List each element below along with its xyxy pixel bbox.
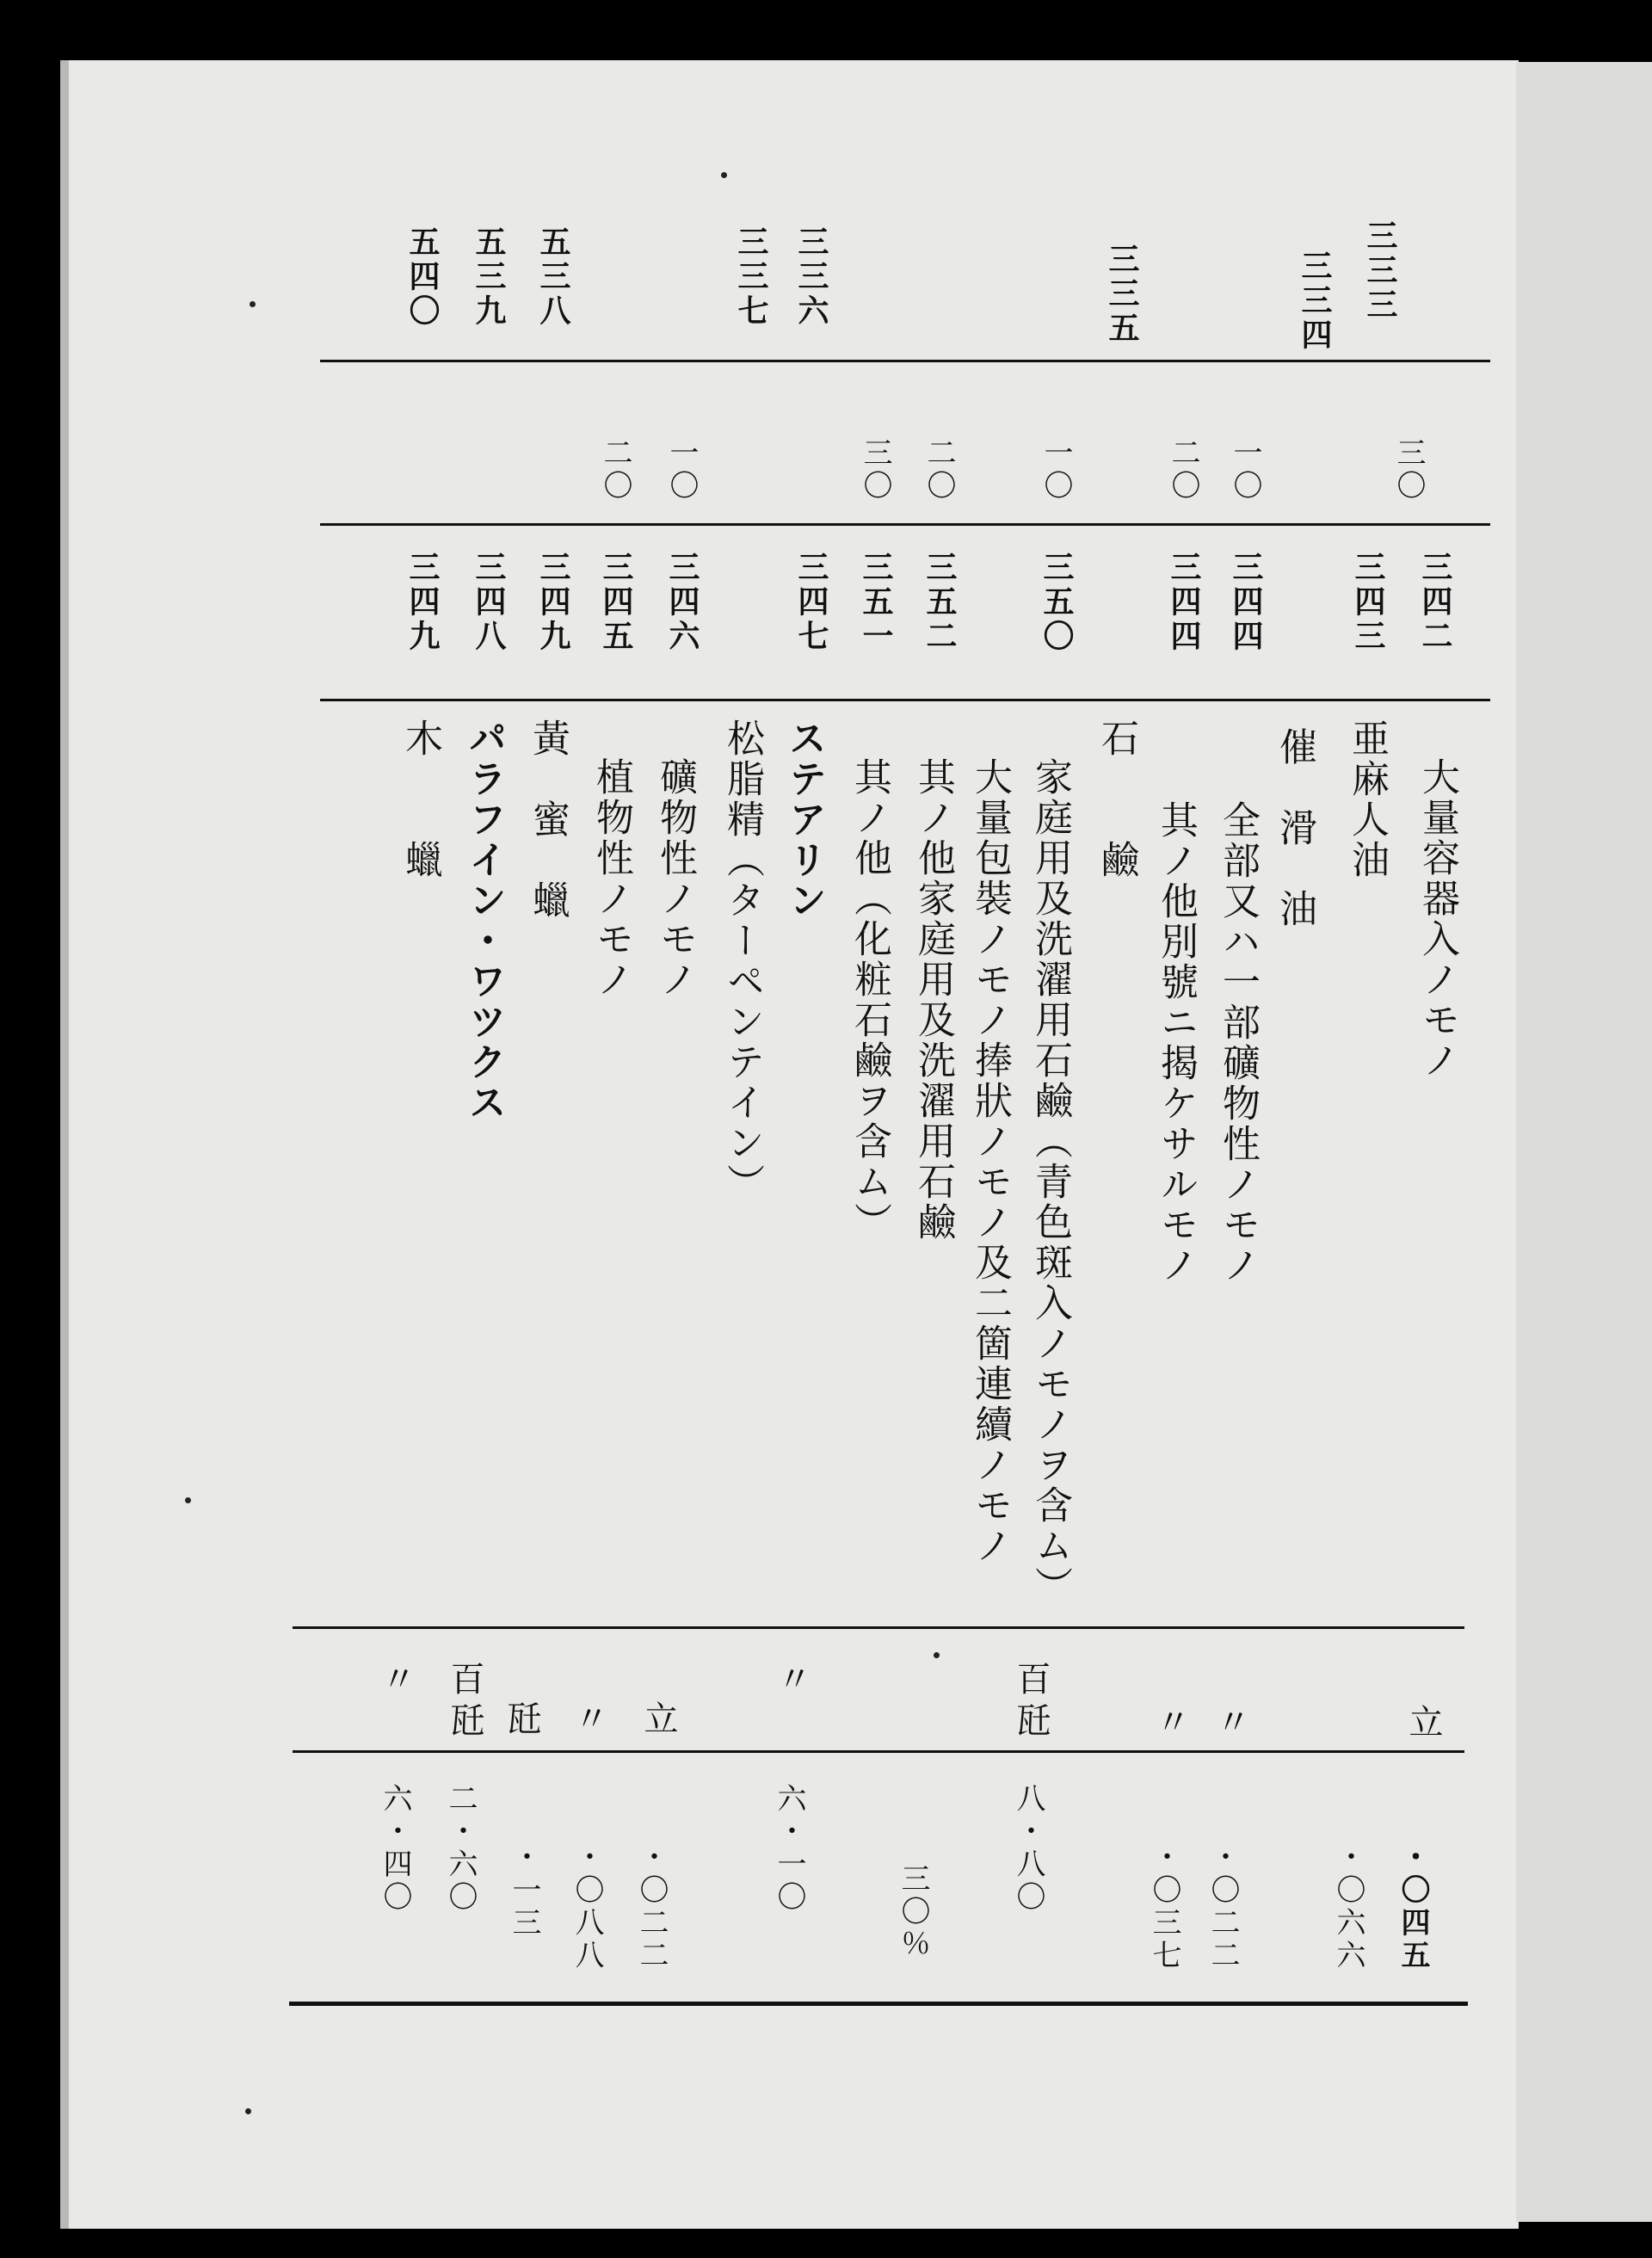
unit: 百瓩 [1011, 1661, 1051, 1743]
rate: 三〇 [858, 437, 892, 503]
ref-code: 三三七 [733, 225, 769, 329]
tariff-number: 三四二 [1417, 551, 1453, 654]
article-description: 亜麻人油 [1345, 719, 1389, 880]
unit: 〃 [376, 1661, 416, 1702]
article-description: 植物性ノモノ [589, 757, 633, 1000]
tariff-number: 三五二 [922, 551, 958, 654]
mid-rule-1 [293, 1626, 1464, 1629]
article-description: 其ノ他別號ニ揭ケサルモノ [1154, 800, 1198, 1286]
scan-speck [934, 1652, 940, 1658]
mid-rule-2 [293, 1750, 1464, 1753]
top-rule-1 [320, 360, 1490, 362]
top-rule-2 [320, 523, 1490, 526]
article-description: 松脂精（ターペンテイン） [720, 719, 764, 1204]
article-description: 其ノ他（化粧石鹼ヲ含ム） [848, 757, 891, 1243]
article-description: 黃 蜜 蠟 [526, 719, 570, 921]
unit: 〃 [569, 1700, 608, 1742]
rate: 三〇 [1391, 437, 1426, 503]
ref-code: 三三三 [1362, 219, 1398, 323]
tariff-number: 三四六 [664, 551, 700, 654]
tariff-number: 三四四 [1166, 551, 1202, 654]
tariff-number: 三五〇 [1039, 551, 1075, 654]
ref-code: 三三六 [793, 225, 829, 329]
value: ・〇二二 [634, 1842, 669, 1972]
value: 八・八〇 [1011, 1783, 1045, 1914]
tariff-number: 三四四 [1228, 551, 1264, 654]
value: ・〇二二 [1205, 1842, 1240, 1972]
value: 二・六〇 [443, 1783, 478, 1914]
unit: 〃 [772, 1661, 811, 1702]
article-description: 家庭用及洗濯用石鹼（青色斑入ノモノヲ含ム） [1028, 757, 1072, 1607]
tariff-number: 三四五 [598, 551, 634, 654]
adjacent-page-edge [1516, 62, 1652, 2222]
article-description: 全部又ハ一部礦物性ノモノ [1216, 800, 1260, 1286]
article-description: 大量容器入ノモノ [1415, 757, 1459, 1081]
scan-speck [185, 1497, 191, 1503]
rate: 一〇 [664, 437, 699, 503]
article-description: 大量包裝ノモノ捧狀ノモノ及二箇連續ノモノ [968, 757, 1012, 1566]
article-description: 木 蠟 [398, 719, 442, 880]
scan-speck [250, 301, 256, 307]
rate: 一〇 [1039, 437, 1073, 503]
rate: 一〇 [1228, 437, 1262, 503]
top-rule-3 [320, 699, 1490, 701]
article-description: 石 鹼 [1094, 719, 1138, 880]
value: ・〇六六 [1331, 1842, 1365, 1972]
scan-speck [245, 2108, 251, 2114]
ref-code: 五四〇 [404, 225, 441, 329]
unit: 立 [638, 1700, 678, 1742]
value: ・〇三七 [1147, 1842, 1181, 1972]
article-description: ステアリン [782, 719, 826, 921]
unit: 〃 [1150, 1704, 1190, 1745]
rate: 二〇 [922, 437, 956, 503]
unit: 瓩 [502, 1700, 541, 1742]
tariff-number: 三四三 [1350, 551, 1386, 654]
unit: 百瓩 [445, 1661, 484, 1743]
value: 六・四〇 [378, 1783, 412, 1914]
unit: 立 [1403, 1704, 1443, 1745]
article-description: 其ノ他家庭用及洗濯用石鹼 [911, 757, 955, 1243]
ref-code: 五三九 [471, 225, 507, 329]
value: 六・一〇 [772, 1783, 806, 1914]
ref-code: 五三八 [535, 225, 571, 329]
value: ・一三 [507, 1842, 541, 1940]
tariff-number: 三五一 [858, 551, 894, 654]
value: ・〇四五 [1396, 1842, 1430, 1972]
article-description: パラフイン・ワツクス [462, 719, 506, 1123]
rate: 二〇 [1166, 437, 1200, 503]
tariff-number: 三四八 [471, 551, 507, 654]
scan-speck [721, 172, 727, 178]
value: 三〇％ [896, 1863, 930, 1961]
tariff-number: 三四九 [535, 551, 571, 654]
tariff-number: 三四九 [404, 551, 441, 654]
article-description: 催 滑 油 [1273, 727, 1316, 929]
ref-code: 三三四 [1297, 250, 1333, 353]
unit: 〃 [1211, 1704, 1250, 1745]
rate: 二〇 [598, 437, 632, 503]
value: ・〇八八 [570, 1842, 604, 1972]
ref-code: 三三五 [1104, 243, 1140, 346]
article-description: 礦物性ノモノ [653, 757, 697, 1000]
tariff-number: 三四七 [793, 551, 829, 654]
bottom-rule [289, 2002, 1468, 2006]
